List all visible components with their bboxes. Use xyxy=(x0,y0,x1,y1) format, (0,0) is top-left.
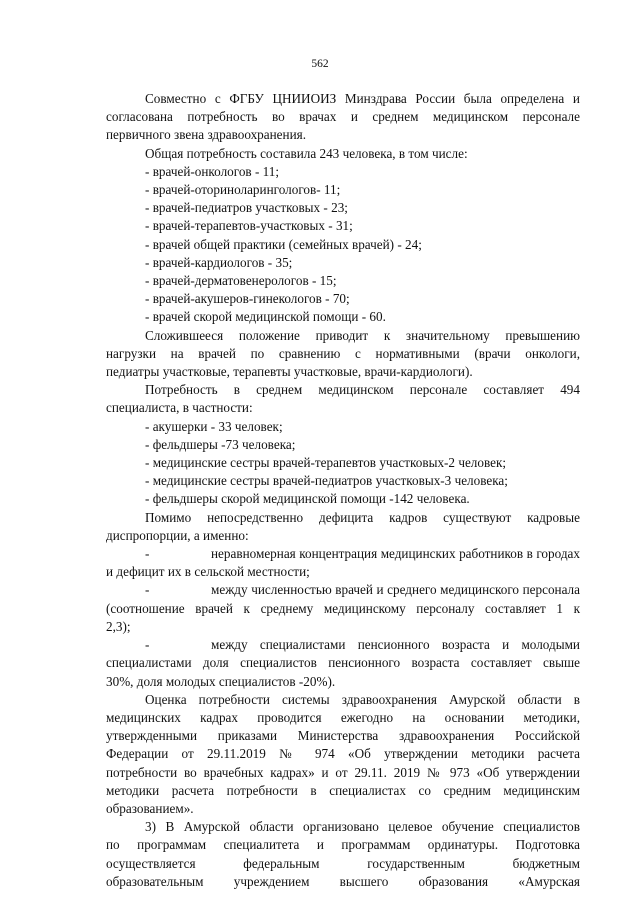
list-item: - медицинские сестры врачей-педиатров участковых-3 человека; xyxy=(145,473,508,489)
paragraph-line: Потребность в среднем медицинском персонале составляет 494 xyxy=(145,382,580,398)
paragraph-line: (соотношение врачей к среднему медицинскому персоналу составляет 1 к xyxy=(106,600,580,616)
list-item: - врачей скорой медицинской помощи - 60. xyxy=(145,309,386,325)
dash-marker: - xyxy=(145,546,150,562)
paragraph-line: специалистами доля специалистов пенсионного возраста составляет свыше xyxy=(106,655,580,671)
list-item: - врачей-оториноларингологов- 11; xyxy=(145,182,341,198)
dash-item xyxy=(106,545,580,563)
dash-marker: - xyxy=(145,582,150,598)
dash-item xyxy=(106,581,580,599)
paragraph-line: Помимо непосредственно дефицита кадров существуют кадровые xyxy=(145,509,580,525)
list-item: - фельдшеры -73 человека; xyxy=(145,436,296,452)
paragraph-line: осуществляется федеральным государственным бюджетным xyxy=(106,855,580,871)
paragraph-line: специалиста, в частности: xyxy=(106,400,253,416)
paragraph-line: педиатры участковые, терапевты участковые, врачи-кардиологи). xyxy=(106,364,473,380)
paragraph-line: диспропорции, а именно: xyxy=(106,527,249,543)
list-item: - врачей общей практики (семейных врачей) - 24; xyxy=(145,236,422,252)
paragraph-line: согласована потребность во врачах и среднем медицинском персонале xyxy=(106,109,580,125)
paragraph-line: 3) В Амурской области организовано целевое обучение специалистов xyxy=(145,819,580,835)
list-item: - врачей-кардиологов - 35; xyxy=(145,254,293,270)
dash-item xyxy=(106,636,580,654)
paragraph-line: первичного звена здравоохранения. xyxy=(106,127,307,143)
list-item: - акушерки - 33 человек; xyxy=(145,418,283,434)
document-body xyxy=(106,90,580,891)
list-item: - фельдшеры скорой медицинской помощи -142 человека. xyxy=(145,491,470,507)
paragraph-line: образованием». xyxy=(106,800,194,816)
paragraph-line: методики расчета потребности в специалистах со средним медицинским xyxy=(106,782,580,798)
dash-item-text: между специалистами пенсионного возраста и молодыми xyxy=(211,637,580,653)
dash-item-text: между численностью врачей и среднего медицинского персонала xyxy=(211,582,580,598)
list-item: - врачей-онкологов - 11; xyxy=(145,163,279,179)
dash-item-text: неравномерная концентрация медицинских работников в городах xyxy=(211,546,580,562)
list-item: - медицинские сестры врачей-терапевтов участковых-2 человек; xyxy=(145,455,507,471)
paragraph-line: образовательным учреждением высшего образования «Амурская xyxy=(106,873,580,889)
paragraph-line: нагрузки на врачей по сравнению с нормативными (врачи онкологи, xyxy=(106,345,580,361)
paragraph-line: Общая потребность составила 243 человека, в том числе: xyxy=(145,145,468,161)
list-item: - врачей-дерматовенерологов - 15; xyxy=(145,273,337,289)
paragraph-line: Федерации от 29.11.2019 № 974 «Об утверждении методики расчета xyxy=(106,746,580,762)
list-item: - врачей-терапевтов-участковых - 31; xyxy=(145,218,353,234)
paragraph-line: Совместно с ФГБУ ЦНИИОИЗ Минздрава России была определена и xyxy=(145,91,580,106)
paragraph-line: и дефицит их в сельской местности; xyxy=(106,564,310,580)
dash-marker: - xyxy=(145,637,150,653)
list-item: - врачей-педиатров участковых - 23; xyxy=(145,200,348,216)
paragraph-line: потребности во врачебных кадрах» и от 29.11. 2019 № 973 «Об утверждении xyxy=(106,764,580,780)
paragraph-line: Оценка потребности системы здравоохранения Амурской области в xyxy=(145,691,580,707)
paragraph-line: медицинских кадрах проводится ежегодно на основании методики, xyxy=(106,709,580,725)
page-number: 562 xyxy=(311,58,329,70)
paragraph-line: по программам специалитета и программам ординатуры. Подготовка xyxy=(106,837,580,853)
paragraph-line: 2,3); xyxy=(106,618,131,634)
paragraph-line: утвержденными приказами Министерства здравоохранения Российской xyxy=(106,728,580,744)
paragraph-line: Сложившееся положение приводит к значительному превышению xyxy=(145,327,580,343)
list-item: - врачей-акушеров-гинекологов - 70; xyxy=(145,291,350,307)
paragraph-line: 30%, доля молодых специалистов -20%). xyxy=(106,673,336,689)
